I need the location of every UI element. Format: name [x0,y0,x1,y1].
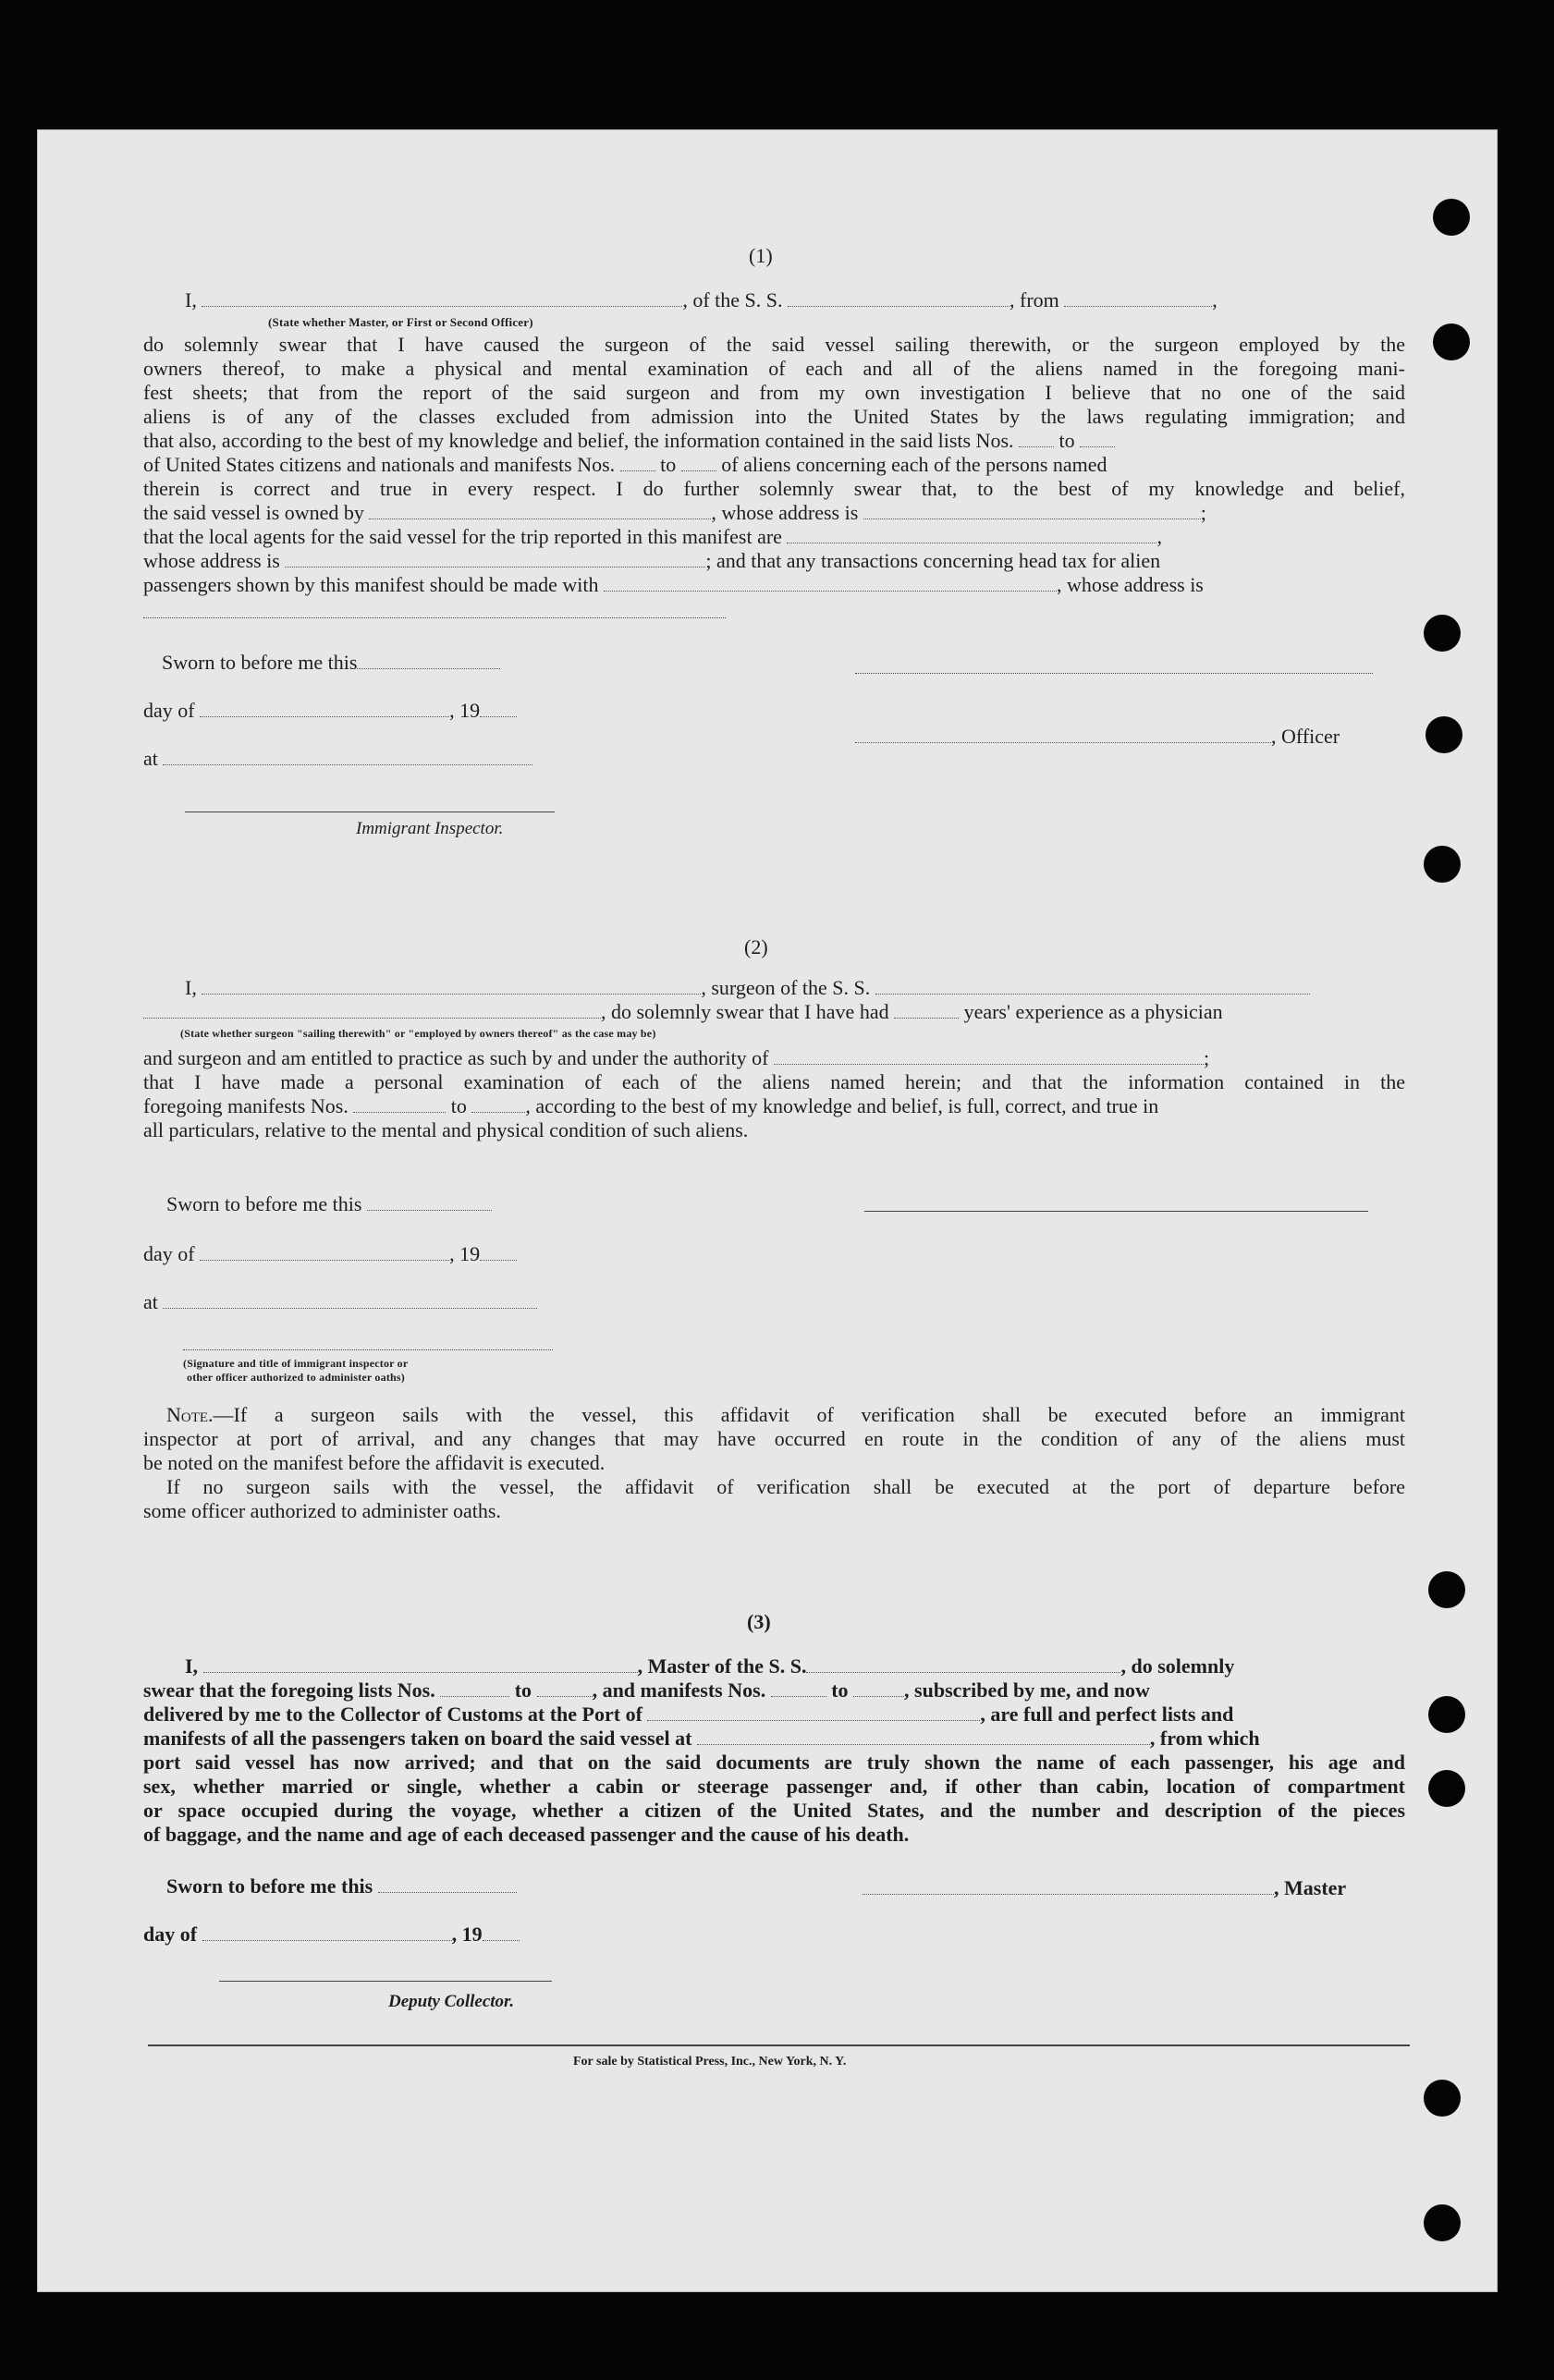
punch-hole [1433,323,1470,360]
signature-caption-1: (Signature and title of immigrant inspector or [183,1357,409,1370]
text: , [1212,288,1218,311]
text: , subscribed by me, and now [904,1678,1150,1702]
text: —If a surgeon sails with the vessel, this affidavit of verification shall be executed before an immigrant [213,1403,1405,1426]
text: ; [1200,501,1206,524]
officer-signature-line[interactable] [855,673,1373,674]
text: Sworn to before me this [166,1874,373,1898]
punch-hole [1428,1571,1465,1608]
deputy-collector-label: Deputy Collector. [388,1992,515,2011]
signature-caption-2: other officer authorized to administer oaths) [187,1371,405,1384]
surgeon-name-field[interactable] [202,979,701,995]
text: , do solemnly [1120,1654,1235,1678]
manifests-from-field[interactable] [353,1097,446,1113]
punch-hole [1424,2204,1461,2241]
section-1-para-line: fest sheets; that from the report of the said surgeon and from my own investigation I believe that no one of the said [143,381,1405,404]
section-3-line-4 [143,1727,1260,1751]
text: that the local agents for the said vessel for the trip reported in this manifest are [143,525,782,548]
section-2-line-1 [185,976,1310,1000]
surgeon-ship-field[interactable] [875,979,1310,995]
punch-hole [1428,1770,1465,1807]
section-3-para-line: or space occupied during the voyage, whether a citizen of the United States, and the number and description of the pieces [143,1799,1405,1822]
text: swear that the foregoing lists Nos. [143,1678,435,1702]
text: , do solemnly swear that I have had [601,1000,889,1023]
text: , whose address is [1057,573,1204,596]
address-line[interactable] [143,617,726,618]
punch-hole [1424,846,1461,883]
surgeon-signature-line[interactable] [864,1211,1368,1212]
punch-hole [1433,199,1470,236]
surgeon-sublabel: (State whether surgeon "sailing therewith" or "employed by owners thereof" as the case may be) [180,1027,656,1040]
text: delivered by me to the Collector of Customs at the Port of [143,1703,642,1726]
section-2-line-5 [143,1094,1158,1118]
day-of-line [143,699,517,723]
at-place-field[interactable] [163,750,532,765]
text: , Officer [1271,725,1340,748]
text: at [143,747,158,770]
collector-signature-line[interactable] [219,1981,552,1982]
form-page [37,129,1498,2292]
text: of United States citizens and nationals and manifests Nos. [143,453,616,476]
lists-to-field[interactable] [537,1681,593,1697]
sworn-line [166,1192,492,1216]
note-line: If no surgeon sails with the vessel, the affidavit of verification shall be executed at the port of departure before [166,1475,1405,1498]
text: , of the S. S. [682,288,783,311]
lists-to-field[interactable] [1080,432,1115,447]
section-2-para-line: that I have made a personal examination of each of the aliens named herein; and that the information contained in the [143,1070,1405,1093]
section-1-para-line [143,573,1204,597]
text: the said vessel is owned by [143,501,364,524]
section-3-para-line: of baggage, and the name and age of each deceased passenger and the cause of his death. [143,1823,910,1846]
text: that also, according to the best of my knowledge and belief, the information contained in the said lists Nos. [143,429,1014,452]
year-field[interactable] [480,702,517,717]
manifests-from-field[interactable] [771,1681,826,1697]
punch-hole [1428,1696,1465,1733]
text: day of [143,699,195,722]
manifests-to-field[interactable] [853,1681,904,1697]
manifests-to-field[interactable] [681,456,716,471]
authority-field[interactable] [774,1049,1204,1065]
text: and surgeon and am entitled to practice as such by and under the authority of [143,1046,769,1069]
note-line: be noted on the manifest before the affidavit is executed. [143,1451,606,1474]
text: , 19 [449,1242,481,1265]
sworn-date-field[interactable] [367,1195,492,1211]
text: Sworn to before me this [166,1192,362,1215]
section-3-line-2 [143,1678,1150,1703]
section-2-para-line: all particulars, relative to the mental and physical condition of such aliens. [143,1118,749,1141]
officer-name-field[interactable] [855,727,1271,743]
officer-line [855,725,1340,749]
text: to [1058,429,1075,452]
section-1-para-line [143,453,1107,477]
text: to [450,1094,467,1117]
section-3-para-line: sex, whether married or single, whether a cabin or steerage passenger and, if other than cabin, location of compartment [143,1775,1405,1798]
lists-from-field[interactable] [440,1681,509,1697]
immigrant-inspector-label: Immigrant Inspector. [356,819,504,838]
month-field[interactable] [200,1245,449,1261]
text: manifests of all the passengers taken on board the said vessel at [143,1727,692,1750]
text: day of [143,1242,195,1265]
at-line [143,747,532,771]
punch-hole [1424,615,1461,652]
text: whose address is [143,549,280,572]
section-2-number: (2) [744,935,768,958]
master-signature-field[interactable] [863,1879,1274,1895]
master-name-field[interactable] [202,291,682,307]
section-1-para-line: do solemnly swear that I have caused the surgeon of the said vessel sailing therewith, or the surgeon employed by the [143,333,1405,356]
year-field[interactable] [480,1245,517,1261]
note-line: inspector at port of arrival, and any changes that may have occurred en route in the condition of any of the aliens must [143,1427,1405,1450]
punch-hole [1424,2080,1461,2117]
footer-rule [148,2044,1410,2046]
sworn-line [162,651,500,675]
text: ; [1204,1046,1210,1069]
text: at [143,1290,158,1313]
text: , from which [1149,1727,1260,1750]
text: I, [185,976,197,999]
text: , are full and perfect lists and [980,1703,1234,1726]
note-label: Note. [166,1403,214,1426]
text: Sworn to before me this [162,651,358,674]
section-1-para-line: aliens is of any of the classes excluded from admission into the United States by the laws regulating immigration; and [143,405,1405,428]
section-3-para-line: port said vessel has now arrived; and that on the said documents are truly shown the name of each passenger, his age and [143,1751,1405,1774]
day-of-line [143,1922,520,1947]
sworn-date-field[interactable] [357,653,500,669]
boarding-port-field[interactable] [697,1729,1150,1745]
text: day of [143,1922,198,1946]
section-1-para-line [143,501,1206,525]
agents-address-field[interactable] [285,552,705,568]
text: , and manifests Nos. [592,1678,766,1702]
text: years' experience as a physician [963,1000,1223,1023]
text: , according to the best of my knowledge and belief, is full, correct, and true in [525,1094,1159,1117]
text: passengers shown by this manifest should be made with [143,573,599,596]
inspector-signature-line[interactable] [183,1349,553,1350]
at-place-field[interactable] [163,1293,537,1309]
month-field[interactable] [202,1925,452,1941]
text: , from [1009,288,1059,311]
note-line [166,1403,1405,1427]
ship-name-field[interactable] [788,291,1009,307]
text: I, [185,1654,199,1678]
lists-from-field[interactable] [1019,432,1054,447]
text: , whose address is [711,501,859,524]
head-tax-contact-field[interactable] [604,576,1057,592]
text: , 19 [451,1922,483,1946]
port-field[interactable] [647,1705,980,1721]
section-1-line-1 [185,288,1218,312]
manifests-from-field[interactable] [620,456,655,471]
from-port-field[interactable] [1064,291,1212,307]
text: to [831,1678,849,1702]
text: to [514,1678,532,1702]
section-3-line-1 [185,1654,1234,1678]
text: , 19 [449,699,481,722]
section-2-line-3 [143,1046,1209,1070]
section-1-number: (1) [749,244,773,267]
sworn-line [166,1874,517,1898]
text: I, [185,288,197,311]
section-3-line-3 [143,1703,1233,1727]
years-experience-field[interactable] [894,1003,959,1019]
agents-field[interactable] [787,528,1156,543]
surgeon-status-field[interactable] [143,1003,601,1019]
at-line [143,1290,537,1314]
text: , Master of the S. S. [637,1654,807,1678]
manifests-to-field[interactable] [471,1097,525,1113]
section-1-para-line [143,549,1160,573]
text: of aliens concerning each of the persons named [721,453,1107,476]
text: , surgeon of the S. S. [701,976,871,999]
section-1-para-line: owners thereof, to make a physical and mental examination of each and all of the aliens named in the foregoing mani- [143,357,1405,380]
text: , Master [1274,1876,1347,1899]
owner-address-field[interactable] [863,504,1201,519]
year-field[interactable] [483,1925,520,1941]
section-1-para-line: therein is correct and true in every respect. I do further solemnly swear that, to the best of my knowledge and belief, [143,477,1405,500]
text: , [1156,525,1162,548]
sworn-date-field[interactable] [378,1877,517,1893]
punch-hole [1426,716,1462,753]
day-of-line [143,1242,517,1266]
text: to [660,453,677,476]
text: ; and that any transactions concerning head tax for alien [705,549,1161,572]
footer-printer: For sale by Statistical Press, Inc., New York, N. Y. [573,2055,847,2069]
section-3-number: (3) [747,1610,771,1633]
officer-sublabel: (State whether Master, or First or Second Officer) [268,315,533,329]
master-signature-line [863,1876,1346,1900]
text: foregoing manifests Nos. [143,1094,349,1117]
ship-name-field[interactable] [806,1657,1120,1673]
owner-field[interactable] [369,504,711,519]
month-field[interactable] [200,702,449,717]
note-line: some officer authorized to administer oaths. [143,1499,501,1522]
section-1-para-line [143,429,1115,453]
master-name-field[interactable] [203,1657,638,1673]
section-1-para-line [143,525,1162,549]
